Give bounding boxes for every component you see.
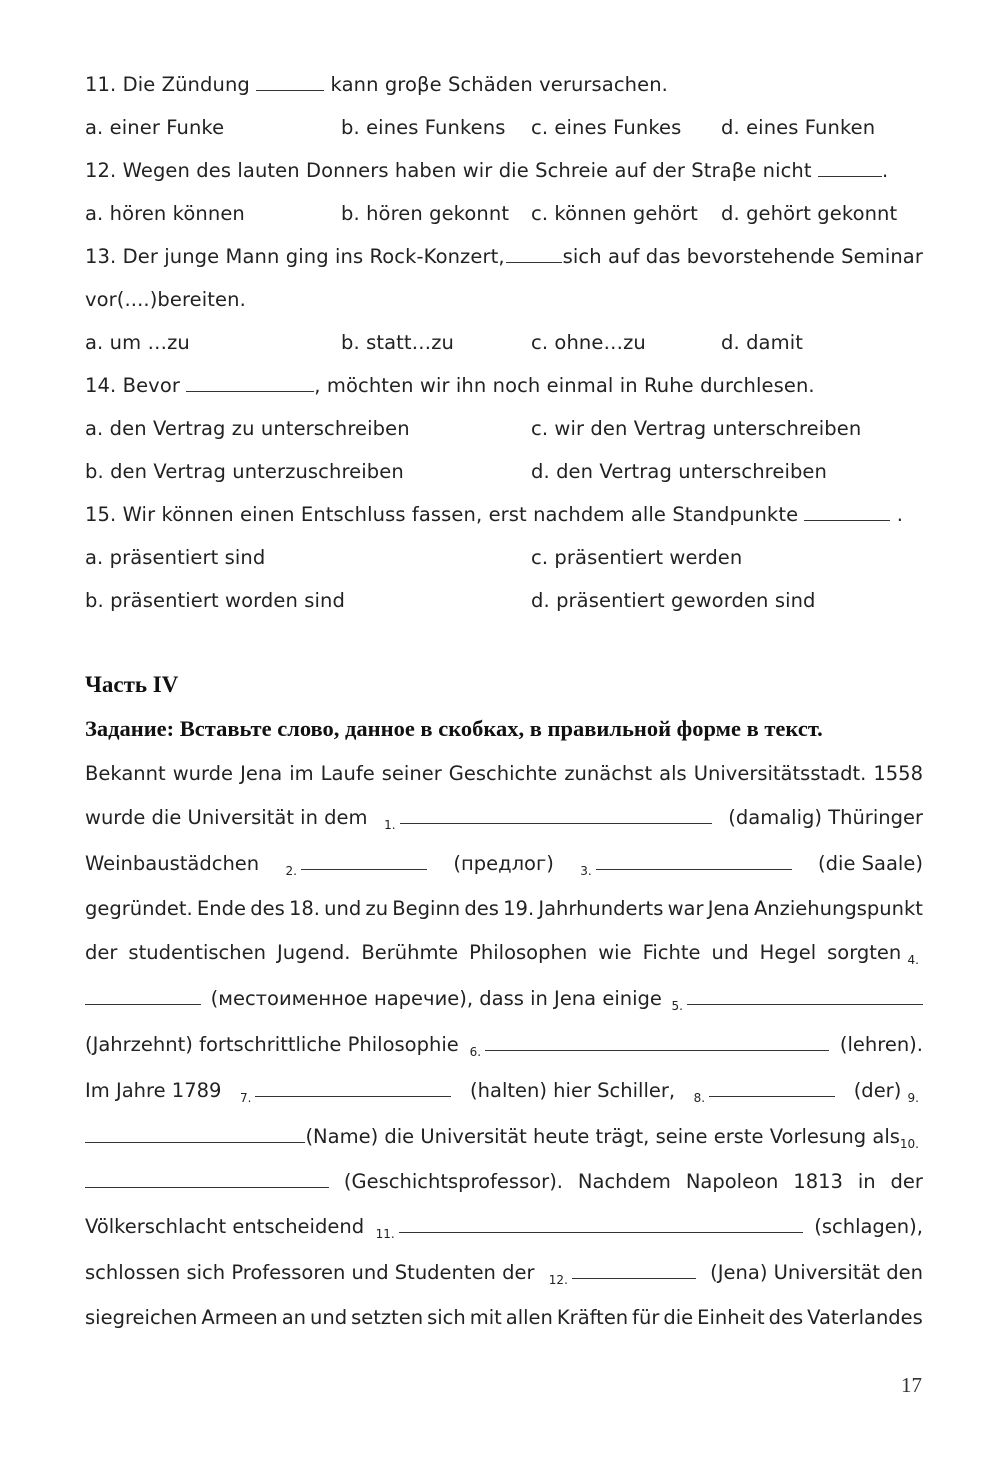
word: 18. xyxy=(288,897,320,920)
word: als xyxy=(659,762,687,785)
text-line-7 xyxy=(85,1032,923,1060)
text-segment: (damalig) Thüringer xyxy=(728,806,923,829)
gap-8-blank[interactable] xyxy=(709,1078,835,1097)
word: Napoleon xyxy=(685,1170,779,1193)
q11-option-b[interactable]: b. eines Funkens xyxy=(341,116,506,139)
gap-7-blank[interactable] xyxy=(255,1078,451,1097)
q13-option-c[interactable]: c. ohne…zu xyxy=(531,331,646,354)
q15-option-a[interactable]: a. präsentiert sind xyxy=(85,546,266,569)
text-line-5 xyxy=(85,940,923,968)
q15-text-after: . xyxy=(896,503,904,526)
word: Jahrhunderts xyxy=(538,897,664,920)
q11-blank[interactable] xyxy=(256,72,324,91)
q14-text-after: , möchten wir ihn noch einmal in Ruhe durchlesen. xyxy=(314,374,815,397)
q11-text-before: 11. Die Zündung xyxy=(85,73,250,96)
gap-9-blank[interactable] xyxy=(85,1124,305,1143)
text-segment: wurde die Universität in dem xyxy=(85,806,368,829)
text-segment: Im Jahre 1789 xyxy=(85,1079,222,1102)
text-segment: (Jahrzehnt) fortschrittliche Philosophie xyxy=(85,1033,459,1056)
gap-2-blank[interactable] xyxy=(301,851,427,870)
q11-option-d[interactable]: d. eines Funken xyxy=(721,116,876,139)
q14-option-c[interactable]: c. wir den Vertrag unterschreiben xyxy=(531,417,862,440)
word: Beginn xyxy=(392,897,461,920)
gap-number-2: 2. xyxy=(285,864,297,878)
text-segment: Völkerschlacht entscheidend xyxy=(85,1215,365,1238)
gap-number-9: 9. xyxy=(907,1091,919,1105)
q13-blank[interactable] xyxy=(506,244,562,263)
text-line-13 xyxy=(85,1305,923,1331)
q12-option-b[interactable]: b. hören gekonnt xyxy=(341,202,510,225)
word: zu xyxy=(365,897,389,920)
question-15 xyxy=(85,502,903,528)
text-line-9 xyxy=(85,1124,923,1152)
text-line-1 xyxy=(85,761,923,787)
q14-option-b[interactable]: b. den Vertrag unterzuschreiben xyxy=(85,460,404,483)
word: Geschichte xyxy=(448,762,558,785)
text-segment: (die Saale) xyxy=(818,852,923,875)
q15-option-d[interactable]: d. präsentiert geworden sind xyxy=(531,589,816,612)
q13-text-after: sich auf das bevorstehende Seminar xyxy=(562,245,923,268)
gap-12-blank[interactable] xyxy=(572,1260,696,1279)
task-instruction: Задание: Вставьте слово, данное в скобках, в правильной форме в текст. xyxy=(85,716,823,741)
gap-number-10: 10. xyxy=(899,1137,919,1151)
word: Berühmte xyxy=(361,941,459,964)
text-segment: (Name) die Universität heute trägt, seine erste Vorlesung als xyxy=(305,1125,900,1148)
word: setzten xyxy=(351,1306,424,1329)
q14-text-before: 14. Bevor xyxy=(85,374,180,397)
q12-option-c[interactable]: c. können gehört xyxy=(531,202,698,225)
word: der xyxy=(890,1170,923,1193)
word: sorgten xyxy=(827,941,902,964)
word: und xyxy=(711,941,749,964)
q11-option-a[interactable]: a. einer Funke xyxy=(85,116,225,139)
gap-number-6: 6. xyxy=(469,1045,482,1059)
q14-option-d[interactable]: d. den Vertrag unterschreiben xyxy=(531,460,827,483)
q11-option-c[interactable]: c. eines Funkes xyxy=(531,116,682,139)
q15-option-c[interactable]: c. präsentiert werden xyxy=(531,546,743,569)
word: des xyxy=(464,897,499,920)
word: 1558 xyxy=(873,762,923,785)
q12-option-d[interactable]: d. gehört gekonnt xyxy=(721,202,898,225)
word: Vaterlandes xyxy=(807,1306,923,1329)
q15-option-b[interactable]: b. präsentiert worden sind xyxy=(85,589,345,612)
word: und xyxy=(324,897,362,920)
question-12 xyxy=(85,158,888,184)
gap-3-blank[interactable] xyxy=(596,851,792,870)
word: wurde xyxy=(172,762,234,785)
gap-1-blank[interactable] xyxy=(400,805,712,824)
word: Jena xyxy=(240,762,283,785)
word: des xyxy=(250,897,285,920)
word: (Geschichtsprofessor). xyxy=(343,1170,563,1193)
word: zunächst xyxy=(564,762,653,785)
gap-10-blank[interactable] xyxy=(85,1169,329,1188)
word: an xyxy=(281,1306,307,1329)
word: 19. xyxy=(503,897,535,920)
word: im xyxy=(289,762,314,785)
word: Fichte xyxy=(642,941,701,964)
text-line-4 xyxy=(85,896,923,922)
text-line-3 xyxy=(85,851,923,879)
text-line-2 xyxy=(85,805,923,833)
text-segment: (местоименное наречие), dass in Jena einige xyxy=(210,987,662,1010)
word: Philosophen xyxy=(469,941,588,964)
gap-number-4: 4. xyxy=(907,953,919,967)
word: die xyxy=(663,1306,694,1329)
word: studentischen xyxy=(128,941,266,964)
text-segment: (Jena) Universität den xyxy=(710,1261,923,1284)
text-segment: (halten) hier Schiller, xyxy=(470,1079,676,1102)
word: der xyxy=(85,941,118,964)
page-number: 17 xyxy=(901,1373,922,1397)
gap-6-blank[interactable] xyxy=(485,1032,829,1051)
q14-blank[interactable] xyxy=(186,373,314,392)
q15-text-before: 15. Wir können einen Entschluss fassen, erst nachdem alle Standpunkte xyxy=(85,503,799,526)
text-segment: schlossen sich Professoren und Studenten der xyxy=(85,1261,535,1284)
word: Armeen xyxy=(201,1306,278,1329)
text-segment: Weinbaustädchen xyxy=(85,852,260,875)
word: Jena xyxy=(707,897,750,920)
word: Jugend. xyxy=(276,941,351,964)
word: Nachdem xyxy=(577,1170,671,1193)
q13-text-line2: vor(....)bereiten. xyxy=(85,288,246,311)
word: mit xyxy=(469,1306,502,1329)
q13-option-d[interactable]: d. damit xyxy=(721,331,803,354)
word: Universitätsstadt. xyxy=(693,762,867,785)
gap-5-blank[interactable] xyxy=(687,986,923,1005)
word: Ende xyxy=(196,897,246,920)
q12-text-before: 12. Wegen des lauten Donners haben wir die Schreie auf der Straβe nicht xyxy=(85,159,812,182)
word: in xyxy=(857,1170,876,1193)
q13-option-b[interactable]: b. statt…zu xyxy=(341,331,455,354)
gap-number-12: 12. xyxy=(548,1273,568,1287)
q13-option-a[interactable]: a. um …zu xyxy=(85,331,190,354)
q13-text-before: 13. Der junge Mann ging ins Rock-Konzert, xyxy=(85,245,505,268)
word: Bekannt xyxy=(85,762,166,785)
gap-number-8: 8. xyxy=(693,1091,706,1105)
text-segment: (предлог) xyxy=(453,852,554,875)
text-line-8 xyxy=(85,1078,923,1106)
word: allen xyxy=(505,1306,553,1329)
text-line-10 xyxy=(85,1169,923,1195)
gap-number-3: 3. xyxy=(580,864,592,878)
text-line-6 xyxy=(85,986,923,1014)
question-14 xyxy=(85,373,815,399)
gap-number-11: 11. xyxy=(375,1227,395,1241)
question-11 xyxy=(85,72,668,98)
q15-blank[interactable] xyxy=(804,502,890,521)
word: des xyxy=(768,1306,804,1329)
word: sich xyxy=(427,1306,466,1329)
text-segment: (schlagen), xyxy=(814,1215,923,1238)
question-13 xyxy=(85,244,923,270)
word: seiner xyxy=(381,762,442,785)
part-title: Часть IV xyxy=(85,672,179,697)
text-segment: (der) xyxy=(853,1079,902,1102)
word: war xyxy=(667,897,704,920)
word: Laufe xyxy=(320,762,375,785)
gap-number-1: 1. xyxy=(384,818,396,832)
word: Kräften xyxy=(556,1306,629,1329)
word: Anziehungspunkt xyxy=(753,897,923,920)
text-line-12 xyxy=(85,1260,923,1288)
word: 1813 xyxy=(793,1170,843,1193)
q12-blank[interactable] xyxy=(818,158,882,177)
q14-option-a[interactable]: a. den Vertrag zu unterschreiben xyxy=(85,417,410,440)
word: gegründet. xyxy=(85,897,193,920)
word: und xyxy=(310,1306,348,1329)
gap-number-7: 7. xyxy=(240,1091,252,1105)
text-segment: (lehren). xyxy=(839,1033,923,1056)
q12-option-a[interactable]: a. hören können xyxy=(85,202,245,225)
word: Hegel xyxy=(759,941,817,964)
gap-11-blank[interactable] xyxy=(399,1214,803,1233)
text-line-11 xyxy=(85,1214,923,1242)
gap-number-5: 5. xyxy=(671,999,683,1013)
word: siegreichen xyxy=(85,1306,198,1329)
q12-text-after: . xyxy=(881,159,889,182)
gap-4-blank[interactable] xyxy=(85,986,201,1005)
word: für xyxy=(632,1306,660,1329)
q11-text-after: kann groβe Schäden verursachen. xyxy=(330,73,668,96)
word: wie xyxy=(598,941,632,964)
word: Einheit xyxy=(697,1306,765,1329)
